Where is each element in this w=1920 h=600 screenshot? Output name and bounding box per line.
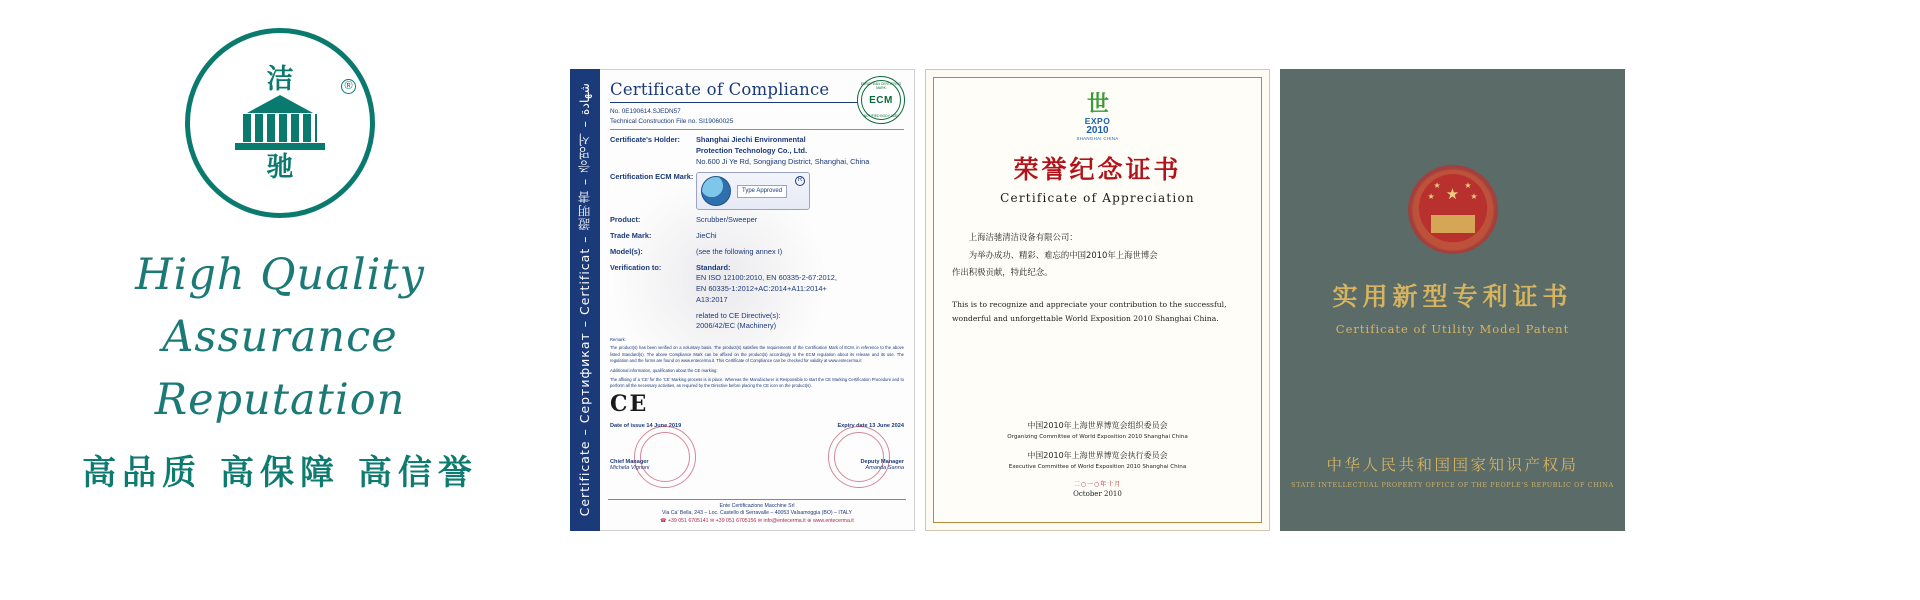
ce-certificate-title: Certificate of Compliance [610, 80, 904, 103]
patent-issuer-english: STATE INTELLECTUAL PROPERTY OFFICE OF THE PEOPLE'S REPUBLIC OF CHINA [1291, 481, 1614, 489]
expo-body-chinese [952, 229, 1243, 282]
ce-signer-role: Deputy Manager [860, 459, 904, 466]
ce-additional-info-title: Additional information, qualification about the CE marking: [610, 368, 718, 374]
pagoda-building-icon [233, 95, 327, 151]
patent-issuer-chinese: 中华人民共和国国家知识产权局 [1326, 456, 1579, 474]
ce-row-key: Certification ECM Mark: [610, 172, 694, 182]
standard-line-1: EN ISO 12100:2010, EN 60335-2-67:2012, [696, 273, 837, 283]
ce-remark-title: Remark: [610, 337, 626, 343]
divider [610, 129, 904, 130]
slogan-english [135, 244, 425, 431]
national-emblem-icon: ★ ★ ★ ★ ★ [1408, 165, 1498, 255]
slogan-line-1: High Quality [135, 250, 425, 300]
ce-mark-logo: CE [610, 391, 649, 418]
holder-address: No.600 Ji Ye Rd, Songjiang District, Shanghai, China [696, 156, 870, 166]
globe-icon [701, 176, 731, 206]
ecm-badge-text: ECM [869, 94, 893, 106]
slogan-line-3: Reputation [154, 374, 406, 425]
ce-footer-contact: ☎ +39 051 6705141 ✉ +39 051 6705156 ✉ info@entecerma.it ⊕ www.entecerma.it [660, 518, 854, 525]
ce-row-key: Model(s): [610, 246, 643, 256]
expo-body-english [952, 298, 1243, 327]
expo-certificate-body [933, 77, 1262, 523]
ce-row-trademark [610, 231, 904, 242]
standard-line-2: EN 60335-1:2012+AC:2014+A11:2014+ [696, 284, 827, 294]
patent-footer [1280, 453, 1625, 489]
ce-row-value [696, 263, 904, 332]
expo-recipient: 上海洁驰清洁设备有限公司： [968, 232, 1078, 242]
expo-body-cn-line-2: 为举办成功、精彩、难忘的中国2010年上海世博会 [968, 249, 1158, 260]
expo-exec-committee-en: Executive Committee of World Exposition 2010 Shanghai China [1008, 463, 1187, 470]
expo-logo-year: 2010 [1086, 124, 1109, 136]
company-logo [185, 28, 375, 218]
patent-title-chinese: 实用新型专利证书 [1332, 282, 1573, 311]
patent-title-english: Certificate of Utility Model Patent [1335, 322, 1570, 336]
ce-expiry-date: Expiry date 13 June 2024 [837, 423, 904, 430]
ce-issue-date: Date of issue 14 June 2019 [610, 423, 682, 430]
expo-title-english: Certificate of Appreciation [1000, 191, 1195, 205]
ce-footer [600, 499, 914, 526]
type-approved-label: Type Approved [737, 185, 787, 199]
expo-logo-subtitle: SHANGHAI CHINA [1076, 135, 1119, 141]
ce-row-key: Trade Mark: [610, 231, 652, 241]
expo-body-cn-line-3: 作出积极贡献，特此纪念。 [952, 267, 1053, 278]
expo-certificate-image [925, 69, 1270, 531]
ce-row-value: (see the following annex I) [696, 246, 783, 256]
ce-signer-role: Chief Manager [610, 459, 649, 466]
ce-row-value [696, 172, 904, 210]
ce-additional-info-text: The affixing of a 'CE' for the 'CE' Marking process is in place. Whereas the Manufacturer is Responsible to start the CE Marking Certification Procedure and to perform all the necessary activities, as required by the Directive before placing the CE icon on the product(s). [610, 376, 904, 388]
certificate-spine [570, 69, 600, 531]
certificate-spine-text: Certificate – Сертификат – Certificat – 證明書 – 증명서 – شهادة [577, 83, 592, 517]
ce-certificate-image [570, 69, 915, 531]
standard-label: Standard: [696, 262, 731, 272]
ce-remark-text: The product(s) has been verified on a voluntary basis. The product(s) satisfies the requirements of the Certification Mark of ECM, in reference to the above listed Standard(s). The above Compliance Mark can be affixed on the product(s) accordingly to the ECM regulation about its release and its use. The regulation and the forms are found on www.entecerma.it. This Certificate of Compliance can be checked for validity at www.entecerma.it [610, 345, 904, 363]
ce-certificate-number: No. 0E190614.SJEDN57 [610, 108, 681, 115]
expo-org-committee-cn: 中国2010年上海世界博览会组织委员会 [1027, 421, 1168, 431]
expo-org-committee-en: Organizing Committee of World Exposition 2010 Shanghai China [1007, 434, 1188, 441]
standard-line-3: A13:2017 [696, 294, 728, 304]
ecm-badge-bottom-arc: NOTIFIED BODY 1282 [863, 114, 899, 118]
expo-logo-glyph: 世 [1086, 92, 1108, 117]
slogan-line-2: Assurance [162, 312, 398, 363]
ce-row-models [610, 247, 904, 258]
official-stamp-icon [634, 426, 696, 488]
patent-certificate-image [1280, 69, 1625, 531]
ce-certificate-body [600, 69, 915, 531]
ce-row-key: Verification to: [610, 262, 662, 272]
expo-footer [952, 420, 1243, 498]
expo-body-en-line-1: This is to recognize and appreciate your contribution to the successful, [952, 299, 1227, 309]
ce-row-product [610, 215, 904, 226]
expo-2010-logo-icon [1068, 92, 1128, 141]
ce-footer-address: Via Ca' Bella, 243 – Loc. Castello di Serravalle – 40053 Valsamoggia (BO) – ITALY [661, 510, 853, 517]
holder-line-1: Shanghai Jiechi Environmental [696, 135, 806, 145]
ce-row-value: JieChi [696, 231, 717, 241]
ce-row-value [696, 135, 904, 167]
directive-line: 2006/42/EC (Machinery) [696, 321, 777, 331]
holder-line-2: Protection Technology Co., Ltd. [696, 145, 808, 155]
brand-panel [0, 0, 560, 600]
expo-title-chinese: 荣誉纪念证书 [1013, 155, 1182, 184]
logo-char-top: 洁 [266, 63, 294, 95]
ce-signer-name: Michela Vignoni [610, 465, 650, 472]
expo-body-en-line-2: wonderful and unforgettable World Exposition 2010 Shanghai China. [952, 314, 1219, 324]
ecm-type-approved-mark [696, 172, 810, 210]
ce-row-key: Product: [610, 215, 641, 225]
registered-trademark-icon: R [795, 176, 805, 186]
expo-date: October 2010 [1073, 490, 1122, 498]
ce-signer-name: Amanda Sanna [865, 465, 904, 472]
expo-seal-text: 二○一○年十月 [1073, 481, 1122, 488]
ce-row-mark [610, 172, 904, 210]
official-stamp-icon [828, 426, 890, 488]
expo-exec-committee-cn: 中国2010年上海世界博览会执行委员会 [1027, 450, 1168, 460]
ce-row-verification [610, 263, 904, 332]
ce-row-key: Certificate's Holder: [610, 135, 680, 145]
expo-logo-text: EXPO [1084, 116, 1111, 126]
slogan-chinese: 高品质 高保障 高信誉 [82, 453, 478, 494]
directive-label: related to CE Directive(s): [696, 310, 781, 320]
ecm-badge-icon [857, 76, 905, 124]
ce-row-holder [610, 135, 904, 167]
registered-trademark-icon: ® [341, 79, 356, 94]
logo-char-bottom: 驰 [266, 151, 294, 183]
ce-technical-file-number: Technical Construction File no. SI19060025 [610, 117, 734, 125]
ecm-badge-top-arc: EUROPEAN CERTIFYING MARK [860, 82, 902, 90]
ce-row-value: Scrubber/Sweeper [696, 215, 758, 225]
ce-footer-org: Ente Certificazione Macchine Srl [719, 502, 795, 509]
